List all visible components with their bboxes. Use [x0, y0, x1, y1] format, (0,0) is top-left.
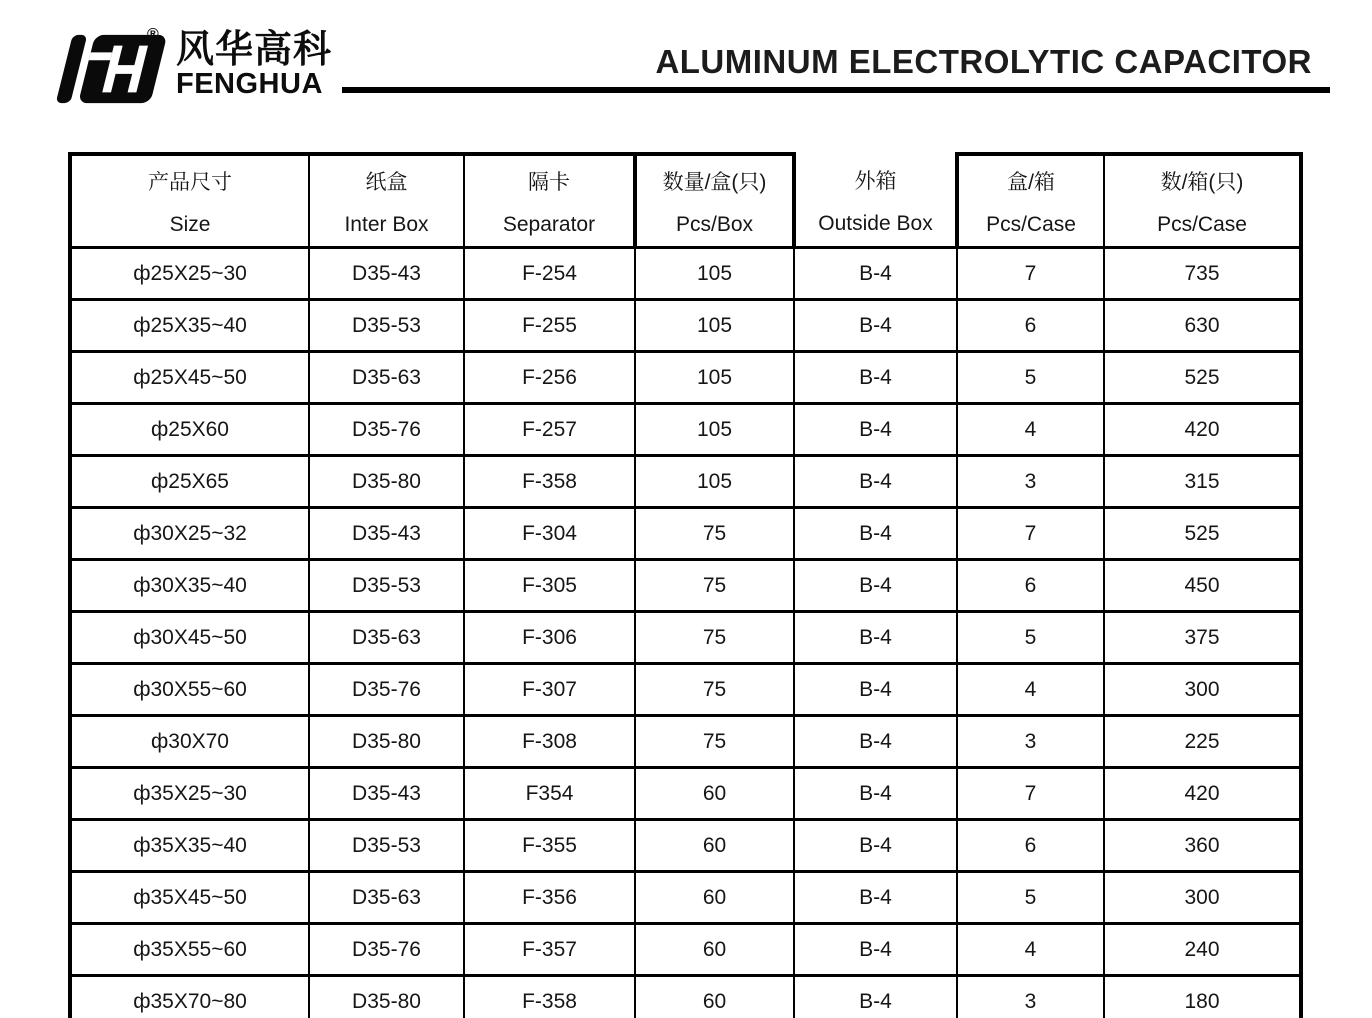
header-outside-box-zh: 外箱 [854, 169, 897, 193]
table-row [70, 820, 1301, 872]
table-row [70, 716, 1301, 768]
cell-inter-box: D35-43 [309, 768, 464, 820]
table-row [70, 404, 1301, 456]
cell-separator: F-255 [464, 300, 635, 352]
header-pcs-per-case-en: Pcs/Case [1157, 212, 1247, 236]
registered-trademark-icon: ® [147, 26, 159, 43]
header-pcs-per-box-en: Pcs/Box [675, 212, 754, 236]
cell-pcs-per-box: 75 [635, 664, 794, 716]
cell-size: ф25X60 [70, 404, 309, 456]
cell-outside-box: B-4 [794, 716, 957, 768]
cell-size: ф25X25~30 [70, 248, 309, 300]
column-header-size [70, 154, 309, 248]
header-size-zh: 产品尺寸 [148, 170, 232, 194]
table-row [70, 508, 1301, 560]
cell-pcs-per-box: 75 [635, 560, 794, 612]
cell-pcs-per-case: 300 [1104, 664, 1301, 716]
cell-separator: F-256 [464, 352, 635, 404]
brand-name-chinese: 风华高科 [176, 29, 333, 71]
header-outside-box-en: Outside Box [818, 211, 933, 235]
table-row [70, 872, 1301, 924]
column-header-separator [464, 154, 635, 248]
cell-pcs-per-case: 450 [1104, 560, 1301, 612]
cell-pcs-per-box: 105 [635, 404, 794, 456]
table-body [70, 248, 1301, 1018]
cell-separator: F-254 [464, 248, 635, 300]
cell-boxes-per-case: 5 [957, 352, 1104, 404]
cell-pcs-per-case: 630 [1104, 300, 1301, 352]
cell-separator: F-307 [464, 664, 635, 716]
brand-name [176, 31, 332, 99]
cell-pcs-per-case: 360 [1104, 820, 1301, 872]
cell-size: ф30X25~32 [70, 508, 309, 560]
cell-pcs-per-case: 225 [1104, 716, 1301, 768]
cell-outside-box: B-4 [794, 924, 957, 976]
column-header-pcs-per-box [635, 154, 794, 248]
cell-inter-box: D35-80 [309, 716, 464, 768]
cell-pcs-per-box: 75 [635, 508, 794, 560]
cell-separator: F-356 [464, 872, 635, 924]
cell-pcs-per-box: 60 [635, 820, 794, 872]
cell-outside-box: B-4 [794, 508, 957, 560]
cell-boxes-per-case: 7 [957, 508, 1104, 560]
cell-boxes-per-case: 7 [957, 768, 1104, 820]
cell-pcs-per-case: 525 [1104, 508, 1301, 560]
table-row [70, 456, 1301, 508]
column-header-boxes-per-case [957, 154, 1104, 248]
header-boxes-per-case-en: Pcs/Case [986, 212, 1076, 236]
cell-outside-box: B-4 [794, 872, 957, 924]
header-separator-zh: 隔卡 [528, 170, 570, 194]
cell-outside-box: B-4 [794, 560, 957, 612]
cell-pcs-per-box: 60 [635, 976, 794, 1018]
cell-separator: F-358 [464, 456, 635, 508]
cell-size: ф30X45~50 [70, 612, 309, 664]
cell-outside-box: B-4 [794, 300, 957, 352]
cell-separator: F-357 [464, 924, 635, 976]
cell-pcs-per-case: 375 [1104, 612, 1301, 664]
cell-pcs-per-box: 105 [635, 300, 794, 352]
header-inter-box-zh: 纸盒 [365, 170, 408, 194]
cell-pcs-per-case: 735 [1104, 248, 1301, 300]
cell-size: ф30X55~60 [70, 664, 309, 716]
cell-outside-box: B-4 [794, 352, 957, 404]
cell-inter-box: D35-53 [309, 560, 464, 612]
cell-separator: F354 [464, 768, 635, 820]
cell-outside-box: B-4 [794, 456, 957, 508]
header-separator-en: Separator [502, 212, 596, 236]
table-row [70, 768, 1301, 820]
cell-boxes-per-case: 6 [957, 300, 1104, 352]
cell-pcs-per-case: 420 [1104, 404, 1301, 456]
brand-name-latin: FENGHUA [176, 68, 323, 100]
cell-outside-box: B-4 [794, 612, 957, 664]
cell-boxes-per-case: 5 [957, 872, 1104, 924]
cell-pcs-per-case: 315 [1104, 456, 1301, 508]
packing-table [68, 152, 1303, 1018]
cell-inter-box: D35-76 [309, 404, 464, 456]
cell-inter-box: D35-63 [309, 352, 464, 404]
header-row [70, 154, 1301, 248]
cell-size: ф30X70 [70, 716, 309, 768]
cell-separator: F-358 [464, 976, 635, 1018]
table-row [70, 664, 1301, 716]
cell-boxes-per-case: 4 [957, 664, 1104, 716]
column-header-outside-box [794, 154, 957, 248]
cell-inter-box: D35-76 [309, 664, 464, 716]
cell-boxes-per-case: 7 [957, 248, 1104, 300]
cell-boxes-per-case: 4 [957, 924, 1104, 976]
cell-size: ф35X55~60 [70, 924, 309, 976]
cell-size: ф35X35~40 [70, 820, 309, 872]
cell-size: ф35X70~80 [70, 976, 309, 1018]
table-row [70, 300, 1301, 352]
cell-size: ф30X35~40 [70, 560, 309, 612]
cell-pcs-per-box: 105 [635, 456, 794, 508]
cell-boxes-per-case: 3 [957, 976, 1104, 1018]
cell-inter-box: D35-53 [309, 300, 464, 352]
table-row [70, 924, 1301, 976]
cell-boxes-per-case: 6 [957, 560, 1104, 612]
cell-size: ф35X45~50 [70, 872, 309, 924]
cell-size: ф25X45~50 [70, 352, 309, 404]
cell-separator: F-308 [464, 716, 635, 768]
cell-pcs-per-box: 60 [635, 872, 794, 924]
table-row [70, 976, 1301, 1018]
cell-inter-box: D35-80 [309, 976, 464, 1018]
cell-pcs-per-case: 240 [1104, 924, 1301, 976]
cell-inter-box: D35-63 [309, 872, 464, 924]
cell-separator: F-306 [464, 612, 635, 664]
header-boxes-per-case-zh: 盒/箱 [1007, 170, 1055, 194]
cell-outside-box: B-4 [794, 664, 957, 716]
page-title: ALUMINUM ELECTROLYTIC CAPACITOR [655, 43, 1312, 80]
table-row [70, 612, 1301, 664]
cell-pcs-per-box: 105 [635, 352, 794, 404]
title-underline [342, 87, 1330, 93]
column-header-inter-box [309, 154, 464, 248]
cell-boxes-per-case: 5 [957, 612, 1104, 664]
header-pcs-per-box-zh: 数量/盒(只) [662, 170, 767, 194]
cell-separator: F-355 [464, 820, 635, 872]
column-header-pcs-per-case [1104, 154, 1301, 248]
cell-boxes-per-case: 6 [957, 820, 1104, 872]
cell-boxes-per-case: 3 [957, 716, 1104, 768]
header-inter-box-en: Inter Box [344, 212, 429, 236]
header-pcs-per-case-zh: 数/箱(只) [1160, 170, 1244, 194]
cell-boxes-per-case: 4 [957, 404, 1104, 456]
cell-pcs-per-box: 75 [635, 612, 794, 664]
cell-boxes-per-case: 3 [957, 456, 1104, 508]
cell-inter-box: D35-43 [309, 508, 464, 560]
cell-outside-box: B-4 [794, 404, 957, 456]
cell-pcs-per-case: 420 [1104, 768, 1301, 820]
cell-pcs-per-box: 75 [635, 716, 794, 768]
cell-pcs-per-case: 300 [1104, 872, 1301, 924]
cell-outside-box: B-4 [794, 820, 957, 872]
table-row [70, 560, 1301, 612]
cell-separator: F-257 [464, 404, 635, 456]
cell-pcs-per-case: 525 [1104, 352, 1301, 404]
cell-inter-box: D35-53 [309, 820, 464, 872]
cell-pcs-per-case: 180 [1104, 976, 1301, 1018]
cell-inter-box: D35-63 [309, 612, 464, 664]
cell-pcs-per-box: 60 [635, 924, 794, 976]
cell-outside-box: B-4 [794, 248, 957, 300]
cell-inter-box: D35-43 [309, 248, 464, 300]
cell-pcs-per-box: 105 [635, 248, 794, 300]
table-row [70, 248, 1301, 300]
cell-pcs-per-box: 60 [635, 768, 794, 820]
cell-size: ф25X35~40 [70, 300, 309, 352]
cell-inter-box: D35-80 [309, 456, 464, 508]
table-header [70, 154, 1301, 248]
table-row [70, 352, 1301, 404]
header-size-en: Size [169, 212, 211, 236]
cell-separator: F-304 [464, 508, 635, 560]
cell-separator: F-305 [464, 560, 635, 612]
cell-size: ф35X25~30 [70, 768, 309, 820]
cell-inter-box: D35-76 [309, 924, 464, 976]
cell-outside-box: B-4 [794, 768, 957, 820]
cell-size: ф25X65 [70, 456, 309, 508]
cell-outside-box: B-4 [794, 976, 957, 1018]
